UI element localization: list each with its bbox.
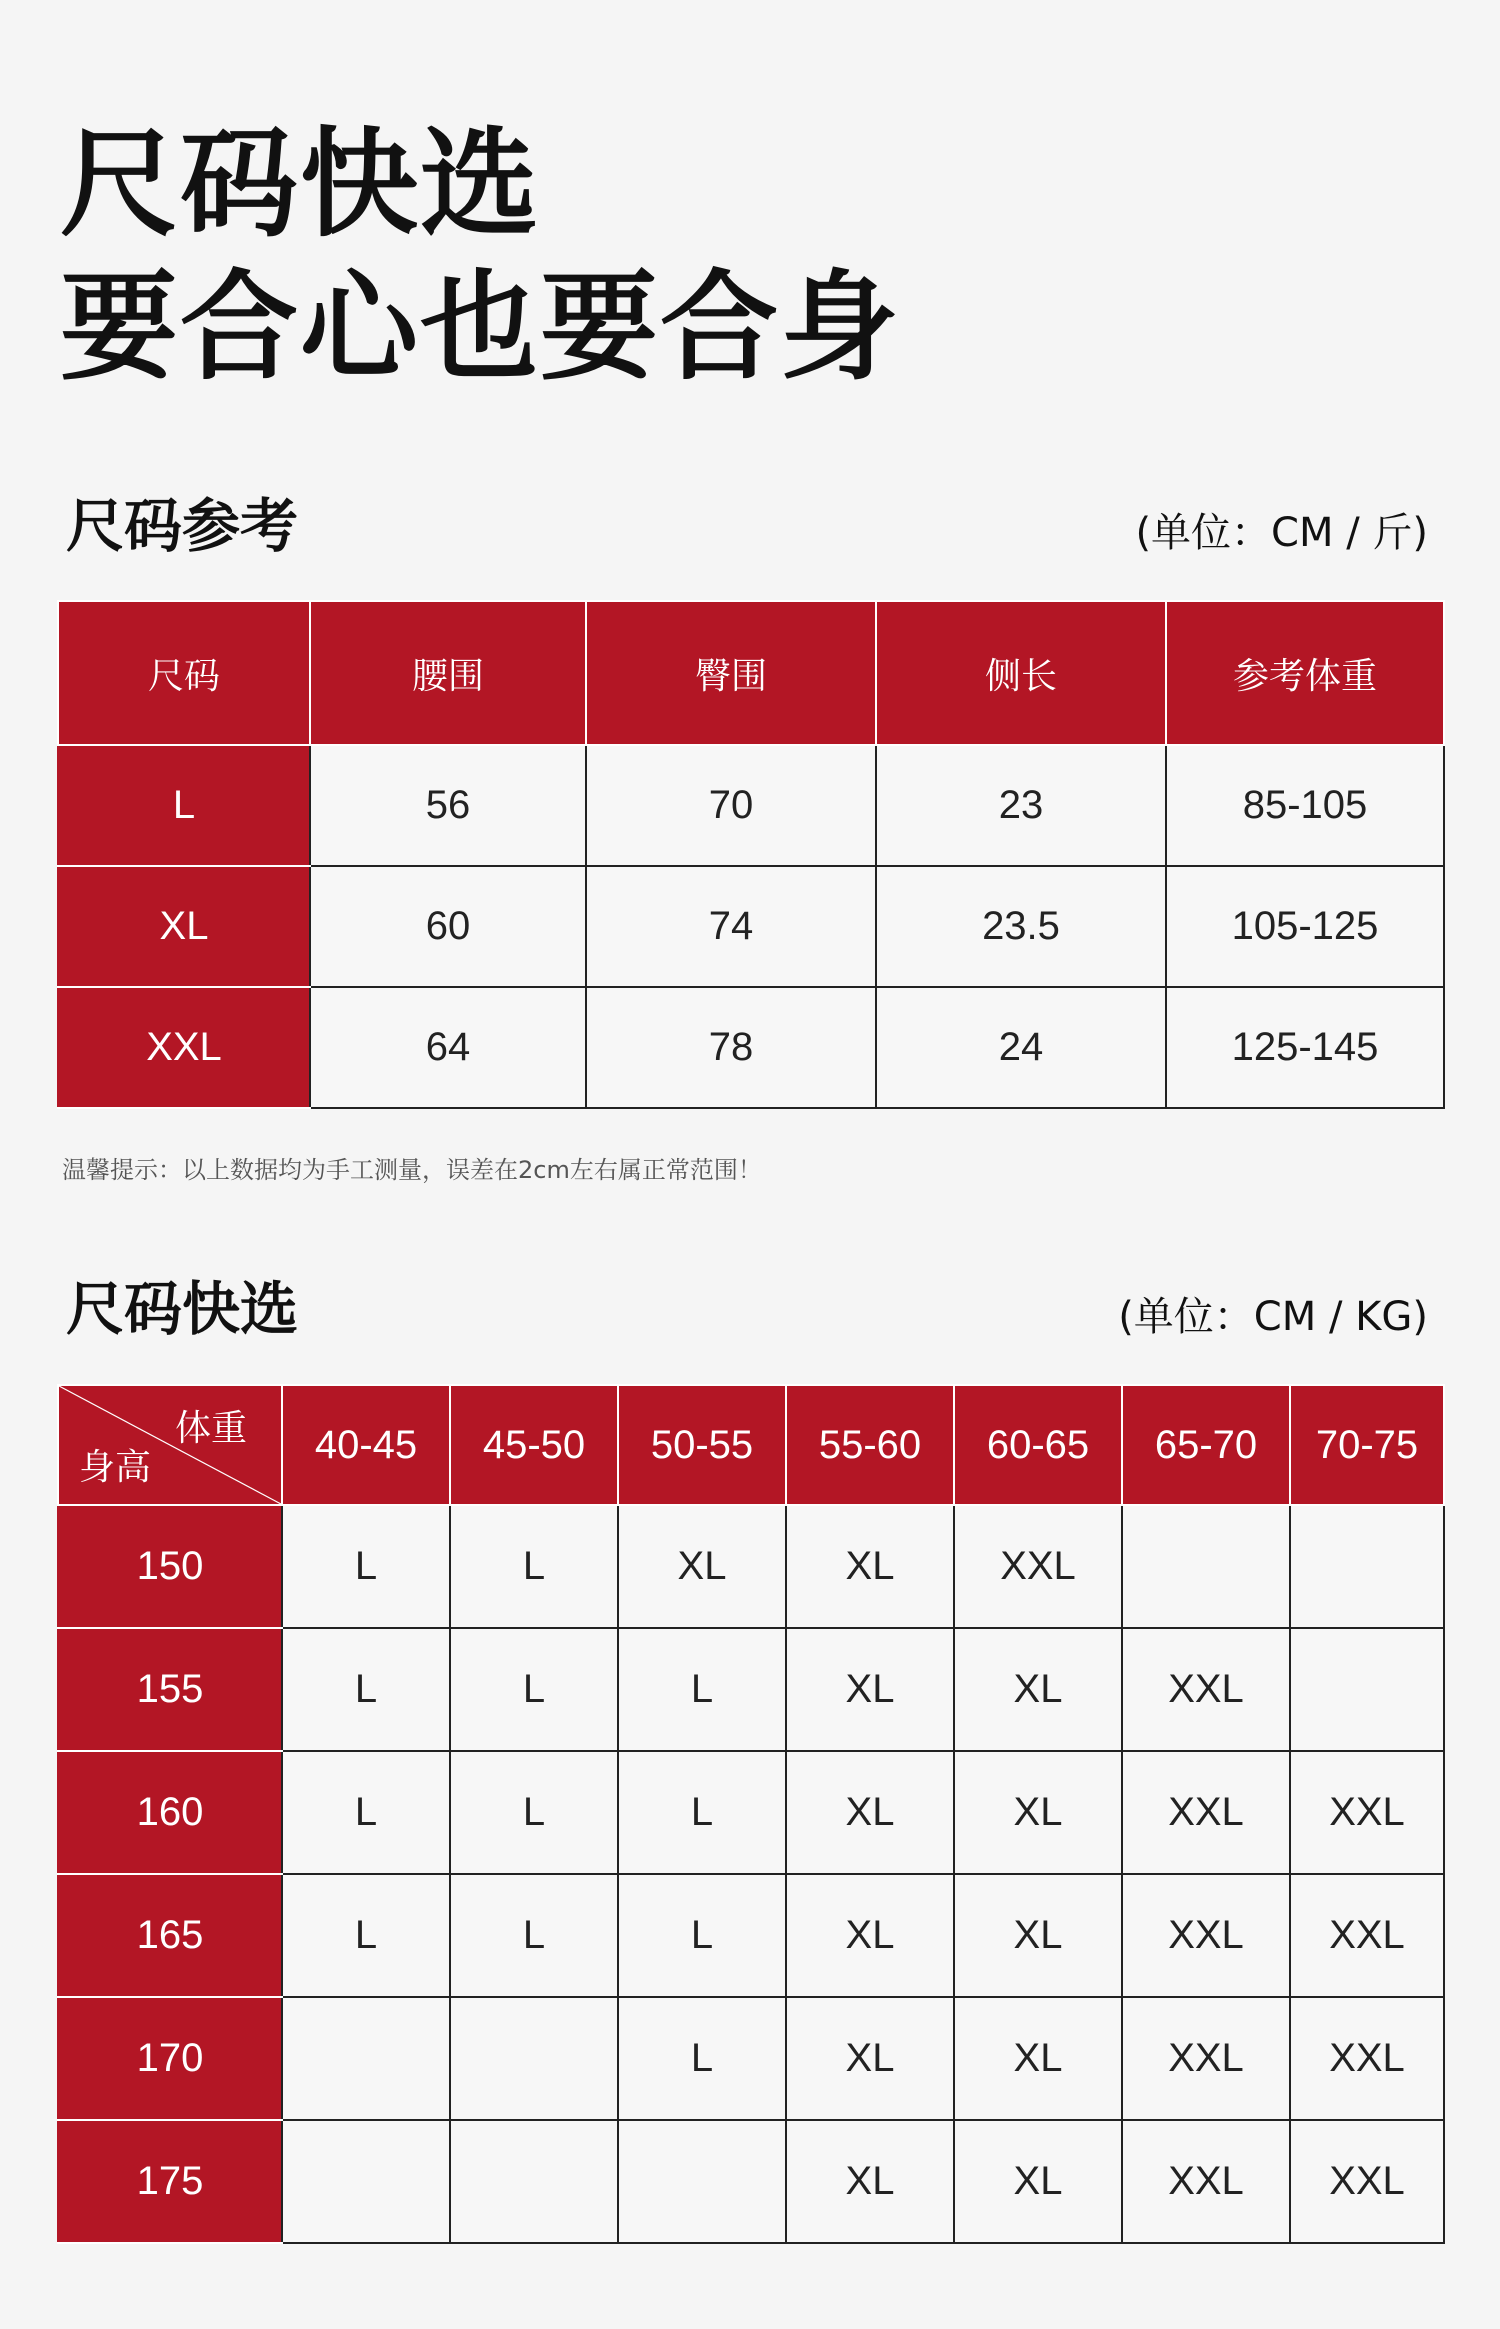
height-axis-label: 身高	[79, 1447, 152, 1488]
size-cell: XXL	[1122, 1628, 1290, 1751]
side-length-value: 23.5	[876, 866, 1166, 987]
quick-select-title: 尺码快选	[66, 1275, 299, 1343]
size-label: XL	[58, 866, 310, 987]
side-length-value: 24	[876, 987, 1166, 1108]
height-label: 160	[58, 1751, 282, 1874]
hero-title-line-2: 要合心也要合身	[60, 258, 901, 396]
size-cell: XXL	[1290, 1997, 1444, 2120]
size-cell: XXL	[1290, 1751, 1444, 1874]
size-cell: XL	[954, 1874, 1122, 1997]
header-waist: 腰围	[310, 601, 586, 745]
table-row	[58, 987, 1444, 1108]
weight-value: 85-105	[1166, 745, 1444, 866]
height-label: 170	[58, 1997, 282, 2120]
waist-value: 64	[310, 987, 586, 1108]
size-cell: L	[618, 1751, 786, 1874]
measurement-note: 温馨提示：以上数据均为手工测量，误差在2cm左右属正常范围！	[62, 1156, 762, 1184]
size-cell	[618, 2120, 786, 2243]
quick-select-table	[57, 1384, 1445, 2244]
size-cell: L	[282, 1628, 450, 1751]
weight-range-header: 45-50	[450, 1385, 618, 1505]
size-cell: XXL	[1290, 1874, 1444, 1997]
size-cell	[450, 2120, 618, 2243]
side-length-value: 23	[876, 745, 1166, 866]
size-cell: L	[450, 1628, 618, 1751]
size-cell: XL	[954, 1628, 1122, 1751]
size-cell: L	[618, 1628, 786, 1751]
size-cell: XXL	[1122, 1751, 1290, 1874]
size-cell: XL	[954, 1751, 1122, 1874]
size-cell	[282, 2120, 450, 2243]
size-cell: L	[450, 1751, 618, 1874]
size-cell	[1290, 1628, 1444, 1751]
header-size: 尺码	[58, 601, 310, 745]
table-row	[58, 745, 1444, 866]
weight-range-header: 60-65	[954, 1385, 1122, 1505]
table-row	[58, 2120, 1444, 2243]
table-row	[58, 1874, 1444, 1997]
corner-header	[58, 1385, 282, 1505]
weight-value: 125-145	[1166, 987, 1444, 1108]
size-reference-table	[57, 600, 1445, 1109]
size-label: XXL	[58, 987, 310, 1108]
height-label: 155	[58, 1628, 282, 1751]
size-cell: XL	[618, 1505, 786, 1628]
size-cell: XL	[786, 1628, 954, 1751]
quick-select-unit: (单位：CM / KG)	[1118, 1294, 1428, 1340]
size-reference-title: 尺码参考	[66, 492, 299, 560]
table-row	[58, 1751, 1444, 1874]
header-hip: 臀围	[586, 601, 876, 745]
size-cell: XXL	[1290, 2120, 1444, 2243]
weight-range-header: 70-75	[1290, 1385, 1444, 1505]
size-cell: XL	[786, 1874, 954, 1997]
table-row	[58, 1997, 1444, 2120]
hip-value: 74	[586, 866, 876, 987]
size-cell	[282, 1997, 450, 2120]
table-row	[58, 1628, 1444, 1751]
size-cell: L	[282, 1874, 450, 1997]
quick-select-header-row	[58, 1385, 1444, 1505]
weight-range-header: 55-60	[786, 1385, 954, 1505]
size-cell: L	[618, 1997, 786, 2120]
weight-range-header: 40-45	[282, 1385, 450, 1505]
header-reference-weight: 参考体重	[1166, 601, 1444, 745]
size-cell	[450, 1997, 618, 2120]
size-cell: L	[450, 1874, 618, 1997]
size-cell: XXL	[1122, 2120, 1290, 2243]
size-cell: L	[282, 1751, 450, 1874]
size-cell: L	[450, 1505, 618, 1628]
table-row	[58, 866, 1444, 987]
size-cell: XXL	[1122, 1997, 1290, 2120]
waist-value: 56	[310, 745, 586, 866]
waist-value: 60	[310, 866, 586, 987]
hip-value: 70	[586, 745, 876, 866]
size-cell: XL	[786, 2120, 954, 2243]
weight-range-header: 50-55	[618, 1385, 786, 1505]
weight-value: 105-125	[1166, 866, 1444, 987]
hip-value: 78	[586, 987, 876, 1108]
height-label: 165	[58, 1874, 282, 1997]
size-cell: L	[282, 1505, 450, 1628]
table-row	[58, 1505, 1444, 1628]
size-reference-unit: (单位：CM / 斤)	[1135, 510, 1428, 556]
header-side-length: 侧长	[876, 601, 1166, 745]
size-cell	[1122, 1505, 1290, 1628]
size-cell	[1290, 1505, 1444, 1628]
size-cell: XL	[954, 1997, 1122, 2120]
size-cell: XXL	[954, 1505, 1122, 1628]
size-cell: XL	[786, 1751, 954, 1874]
hero-title-line-1: 尺码快选	[60, 115, 541, 253]
size-label: L	[58, 745, 310, 866]
size-cell: XL	[786, 1505, 954, 1628]
size-cell: XL	[786, 1997, 954, 2120]
size-cell: L	[618, 1874, 786, 1997]
height-label: 150	[58, 1505, 282, 1628]
weight-range-header: 65-70	[1122, 1385, 1290, 1505]
size-reference-header-row	[58, 601, 1444, 745]
size-cell: XL	[954, 2120, 1122, 2243]
height-label: 175	[58, 2120, 282, 2243]
weight-axis-label: 体重	[174, 1408, 247, 1449]
size-cell: XXL	[1122, 1874, 1290, 1997]
